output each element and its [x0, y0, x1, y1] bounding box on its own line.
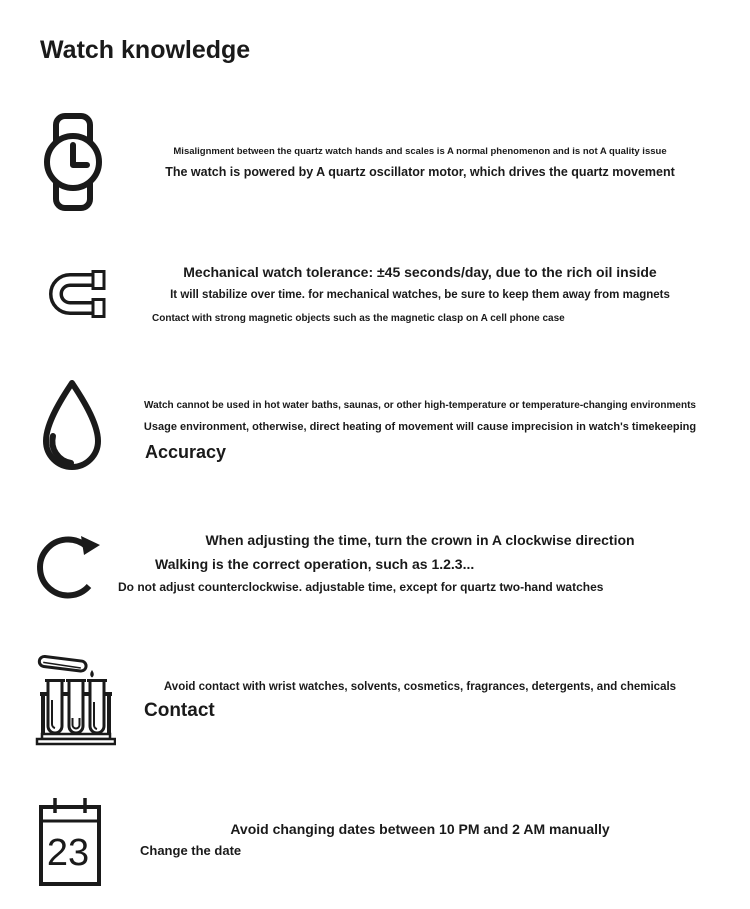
section-adjust-line-3: Do not adjust counterclockwise. adjustable time, except for quartz two-hand watches — [118, 580, 604, 594]
clockwise-arrow-icon — [36, 524, 108, 610]
watch-icon — [44, 112, 102, 212]
section-magnet-line-1: Mechanical watch tolerance: ±45 seconds/day, due to the rich oil inside — [183, 264, 657, 280]
section-magnet-line-3: Contact with strong magnetic objects such as the magnetic clasp on A cell phone case — [152, 313, 565, 324]
section-quartz-line-2: The watch is powered by A quartz oscillator motor, which drives the quartz movement — [165, 165, 675, 179]
chemicals-icon — [34, 650, 116, 746]
section-date-line-1: Avoid changing dates between 10 PM and 2 AM manually — [230, 821, 610, 837]
section-magnet-line-2: It will stabilize over time. for mechanical watches, be sure to keep them away from magnets — [170, 289, 670, 301]
calendar-day-number: 23 — [46, 832, 90, 874]
section-date-label: Change the date — [140, 843, 242, 858]
section-accuracy-line-2: Usage environment, otherwise, direct heating of movement will cause imprecision in watch's timekeeping — [143, 421, 697, 433]
section-adjust-line-1: When adjusting the time, turn the crown in A clockwise direction — [205, 532, 635, 548]
page-title: Watch knowledge — [40, 36, 251, 64]
section-adjust-line-2: Walking is the correct operation, such as 1.2.3... — [155, 556, 475, 572]
section-quartz-line-1: Misalignment between the quartz watch hands and scales is A normal phenomenon and is not A quality issue — [173, 146, 667, 157]
magnet-icon — [42, 264, 108, 324]
section-contact-line-1: Avoid contact with wrist watches, solvents, cosmetics, fragrances, detergents, and chemicals — [163, 681, 677, 693]
section-accuracy-label: Accuracy — [145, 442, 227, 462]
section-accuracy-line-1: Watch cannot be used in hot water baths, saunas, or other high-temperature or temperature-changing environments — [144, 400, 696, 411]
calendar-icon — [38, 795, 102, 887]
water-drop-icon — [36, 378, 108, 480]
section-contact-label: Contact — [144, 700, 215, 721]
